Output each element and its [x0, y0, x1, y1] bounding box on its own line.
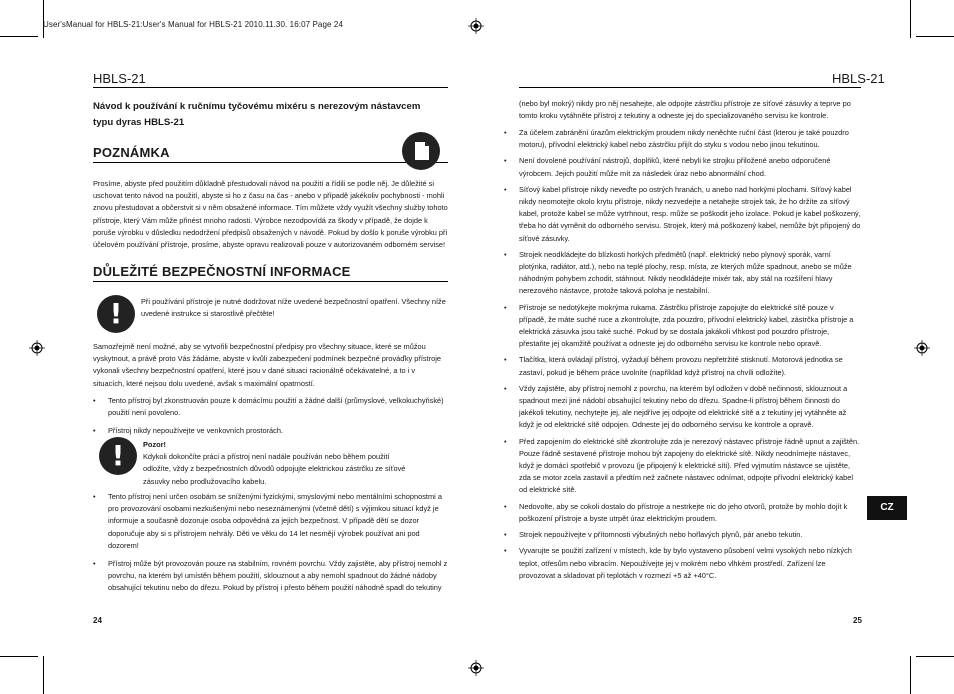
list-item: • Tento přístroj byl zkonstruován pouze k domácímu použití a žádné další (průmyslové, velkokuchyňské) použití není povoleno. [93, 395, 448, 419]
divider [93, 281, 448, 282]
manual-title: Návod k používání k ručnímu tyčovému mixéru s nerezovým nástavcem typu dyras HBLS-21 [93, 101, 421, 128]
list-item: • Síťový kabel přístroje nikdy neveďte po ostrých hranách, u anebo nad horkými plochami. Síťový kabel nikdy neomotejte okolo krytu přístroje, nikdy nezvedejte a netahejte strojek tak, že ho držíte za síťový kabel, protože kabel se může vytrhnout, resp. může se poškodit jeho izolace. Pokud je kabel poškozený, třeba ho dát vyměnit do odborného servisu. Strojek, který má poškozený kabel, nemůže být připojený do síťové zásuvky. [504, 184, 861, 245]
safety-heading: DŮLEŽITÉ BEZPEČNOSTNÍ INFORMACE [93, 264, 351, 279]
list-item: • Nedovolte, aby se cokoli dostalo do přístroje a nestrkejte nic do jeho otvorů, protože by mohlo dojít k poškození přístroje a byste utrpět úraz elektrickým proudem. [504, 501, 861, 525]
divider [93, 162, 448, 163]
list-item: • Vždy zajistěte, aby přístroj nemohl z povrchu, na kterém byl odložen v době nečinnosti, sklouznout a spadnout mezi jiné nádobí obsahující tekutiny nebo do dřezu. Spadne-li přístroj během činnosti do jakékoli tekutiny, nechytejte jej, ale nejdříve jej odpojte od elektrické sítě a z tekutiny jej vytáhněte až když je od elektrické sítě odpojen. Odneste jej do odborného servisu ke kontrole a opravě. [504, 383, 861, 432]
crop-mark [916, 656, 954, 657]
crop-mark [910, 656, 911, 694]
caution-title: Pozor! [143, 440, 166, 449]
registration-mark-icon [468, 18, 484, 34]
bullet-list [504, 127, 861, 582]
warning-exclamation-icon: ! [97, 295, 135, 333]
bullet-list [93, 491, 448, 595]
crop-mark [43, 656, 44, 694]
caution-text: Kdykoli dokončíte práci a přístroj není nadále používán nebo během použití odložíte, vždy z bezpečnostních důvodů odpojujte elektrickou zástrčku ze síťové zásuvky nebo prodlužovacího kabelu. [143, 452, 406, 486]
safety-intro: Samozřejmě není možné, aby se vytvořili bezpečnostní předpisy pro všechny situace, které se můžou vyskytnout, a právě proto Vás žádáme, abyste v kvůli zabezpečení podmínek bezpečné prováďky přístroje vykonali všechny bezpečnostní opatření, které jsou v dané situaci racionálně očekávatelné, a to i v situacích, které nejsou dolu uvedené, avšak s maximální opatrností. [93, 342, 441, 388]
right-model-header: HBLS-21 [832, 71, 885, 86]
list-item: • Přístroje se nedotýkejte mokrýma rukama. Zástrčku přístroje zapojujte do elektrické sítě pouze v případě, že máte suché ruce a zkontrolujte, zda pouzdro, přívodní elektrický kabel, zástrčka přístroje a elektrická zásuvka jsou také suché. Pokud by se dostala jakákoli vlhkost pod pouzdro přístroje, přestaňte jej okamžitě používat a odneste jej do odborného servisu ke kontrole nebo opravě. [504, 302, 861, 351]
registration-mark-icon [29, 340, 45, 356]
list-item: • Tento přístroj není určen osobám se sníženými fyzickými, smyslovými nebo mentálními schopnostmi a pro provozování osobami nezkušenými nebo neseznámenými (včetně dětí) s výjimkou situací když je informuje a současně dozoruje osoba odpovědná za jejich bezpečnost. V případě dětí se dozor doporučuje aby si s přístrojem nehrály. Děti ve věku do 14 let nesmějí výrobek používat ani pod dozorem! [93, 491, 448, 552]
caution-block [143, 439, 413, 488]
note-text: Prosíme, abyste před použitím důkladně přestudovali návod na použití a řídili se podle něj. Je důležité si uschovat tento návod na použití, abyste si ho z času na čas - anebo v případě jakékoliv pochybnosti - mohli znovu přestudovat a občerstvit si v něm obsažené informace. Tím můžete vždy využít všechny služby tohoto přístroje, který Vám může přinést mnoho radosti. Výrobce nezodpovídá za škody v případě, že dojde k poruše výrobku v důsledku nedodržení předpisů obsažených v návodě. Pokud by došlo k poruše výrobku při účelovém používání přístroje, prosíme, abyste opravu realizovali pouze v autorizovaném odborném servise! [93, 179, 448, 250]
crop-mark [916, 36, 954, 37]
page-number-left: 24 [93, 616, 102, 625]
crop-mark [43, 0, 44, 38]
page-number-right: 25 [853, 616, 862, 625]
list-item: • Vyvarujte se použití zařízení v místech, kde by bylo vystaveno působení velmi vysokých nebo nízkých teplot, otřesům nebo vibracím. Nepoužívejte jej v mokrém nebo vlhkém prostředí. Zařízení lze provozovat a skladovat při teplotách v rozmezí +5 až +40°C. [504, 545, 861, 582]
list-item: • Není dovolené používání nástrojů, doplňků, které nebyli ke strojku přiložené anebo odporučené výrobcem. Jejich použití může mít za následek úraz nebo abnormální chod. [504, 155, 861, 179]
list-item: • Tlačítka, která ovládají přístroj, vyžadují během provozu nepřetržité stisknutí. Motorová jednotka se zastaví, pokud je během práce uvolníte (například když přístroj na chvíli odložíte). [504, 354, 861, 378]
safety-instruction-text: Při používání přístroje je nutné dodržovat níže uvedené bezpečnostní opatření. Všechny níže uvedené instrukce si starostlivě přečtěte! [141, 297, 446, 319]
note-heading: POZNÁMKA [93, 145, 170, 160]
warning-exclamation-icon: ! [99, 437, 137, 475]
left-model-header: HBLS-21 [93, 71, 146, 86]
list-item: • Za účelem zabránění úrazům elektrickým proudem nikdy neněchte ruční část (kterou je také pouzdro motoru), přívodní elektrický kabel nebo zástrčku přijít do styku s vodou nebo jinou tekutinou. [504, 127, 861, 151]
registration-mark-icon [914, 340, 930, 356]
continuation-text: (nebo byl mokrý) nikdy pro něj nesahejte, ale odpojte zástrčku přístroje ze síťové zásuvky a teprve po tomto kroku vytáhněte přístroj z tekutiny a odneste jej do specializovaného servisu ke kontrole. [519, 99, 851, 121]
language-tab: CZ [867, 496, 907, 520]
list-item: • Přístroj může být provozován pouze na stabilním, rovném povrchu. Vždy zajistěte, aby přístroj nemohl z povrchu, na kterém byl umístěn během použití, sklouznout a aby nemohl spadnout do žádné nádoby obsahující tekutinu nebo do dřezu. Pokud by přístroj i přesto během použití náhodně spadl do tekutiny [93, 558, 448, 595]
note-document-icon [402, 132, 440, 170]
list-item: • Strojek neodkládejte do blízkosti horkých předmětů (např. elektrický nebo plynový sporák, varní plotýnka, radiátor, atd.), nebo na teplé plochy, resp. místa, ze kterých může spadnout, anebo se může náhodným pohybem zchodit, stáhnout. Nikdy neodkládejte mixér tak, aby stál na rozšíření hlavy nerezového nástavce, protože taková poloha je nestabilní. [504, 249, 861, 298]
divider [519, 87, 861, 88]
bullet-list [93, 395, 448, 438]
printer-slug: User'sManual for HBLS-21:User's Manual for HBLS-21 2010.11.30. 16:07 Page 24 [43, 20, 344, 29]
list-item: • Před zapojením do elektrické sítě zkontrolujte zda je nerezový nástavec přístroje řádně upnut a zajištěn. Pouze řádně sestavené přístroje mohou být zapojeny do elektrické sítě. Nikdy neodnímejte nástavec, když je domácí spotřebič v provozu (je připojený k elektrické síti). Před vyjmutím nástavce se ujistěte, zda se motor zcela zastavil a předtím než začnete nástavec odnímat, odpojte přívodní elektrický kabel od elektrické sítě. [504, 436, 861, 497]
crop-mark [0, 36, 38, 37]
crop-mark [0, 656, 38, 657]
list-item: • Strojek nepoužívejte v přítomnosti výbušných nebo hořlavých plynů, pár anebo tekutin. [504, 529, 861, 541]
list-item: • Přístroj nikdy nepoužívejte ve venkovních prostorách. [93, 425, 448, 437]
crop-mark [910, 0, 911, 38]
registration-mark-icon [468, 660, 484, 676]
divider [93, 87, 448, 88]
